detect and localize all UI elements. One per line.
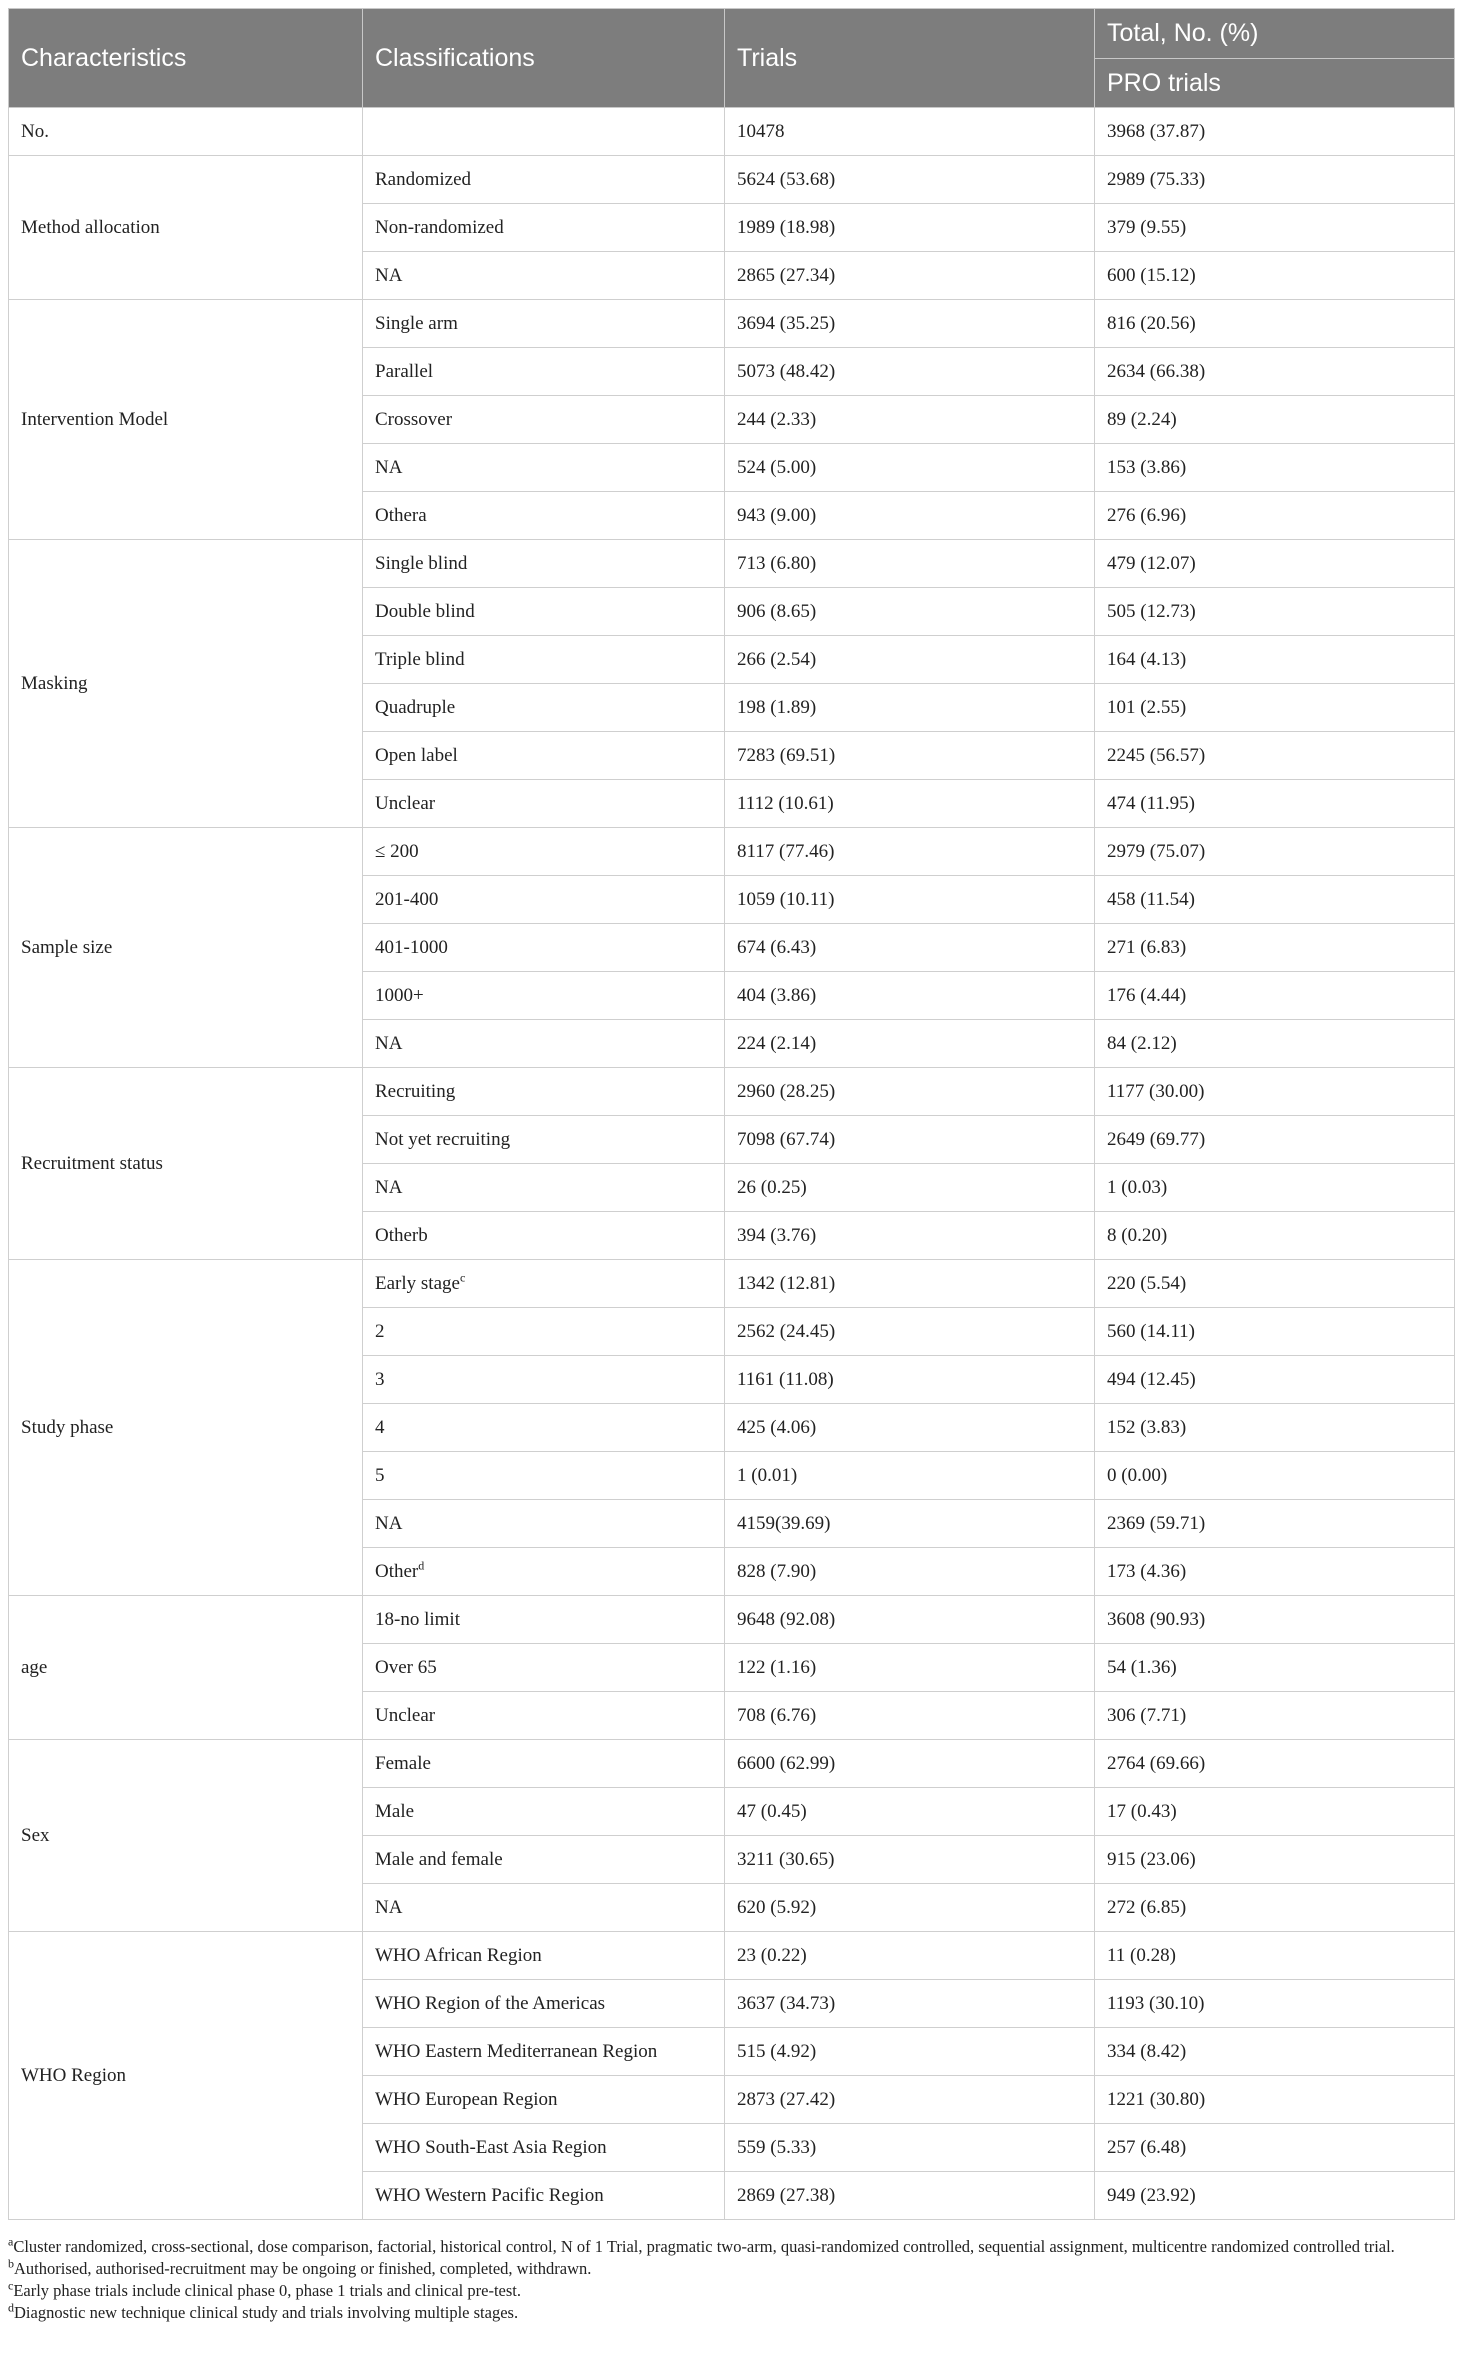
trials-cell: 425 (4.06) bbox=[725, 1404, 1095, 1452]
trials-cell: 3637 (34.73) bbox=[725, 1980, 1095, 2028]
classification-text: Otherb bbox=[375, 1224, 428, 1246]
table-row bbox=[9, 1596, 1455, 1644]
table-footnotes bbox=[8, 2236, 1454, 2324]
classification-cell bbox=[363, 1500, 725, 1548]
classification-text: Early stage bbox=[375, 1272, 460, 1294]
classification-text: NA bbox=[375, 1512, 403, 1534]
footnote-mark: d bbox=[8, 2300, 14, 2315]
total-classification bbox=[363, 108, 725, 156]
pro-trials-cell: 474 (11.95) bbox=[1095, 780, 1455, 828]
characteristics-table-container bbox=[8, 8, 1454, 2220]
classification-text: Triple blind bbox=[375, 648, 465, 670]
footnote-text: Diagnostic new technique clinical study and trials involving multiple stages. bbox=[14, 2303, 519, 2322]
pro-trials-cell: 3608 (90.93) bbox=[1095, 1596, 1455, 1644]
classification-cell bbox=[363, 1644, 725, 1692]
classification-cell bbox=[363, 972, 725, 1020]
pro-trials-cell: 0 (0.00) bbox=[1095, 1452, 1455, 1500]
classification-text: Single arm bbox=[375, 312, 458, 334]
pro-trials-cell: 334 (8.42) bbox=[1095, 2028, 1455, 2076]
classification-text: Crossover bbox=[375, 408, 453, 430]
characteristic-cell: age bbox=[9, 1596, 363, 1740]
trials-cell: 7098 (67.74) bbox=[725, 1116, 1095, 1164]
table-row bbox=[9, 1068, 1455, 1116]
classification-text: NA bbox=[375, 264, 403, 286]
pro-trials-cell: 379 (9.55) bbox=[1095, 204, 1455, 252]
pro-trials-cell: 84 (2.12) bbox=[1095, 1020, 1455, 1068]
trials-cell: 198 (1.89) bbox=[725, 684, 1095, 732]
pro-trials-cell: 2764 (69.66) bbox=[1095, 1740, 1455, 1788]
classification-cell bbox=[363, 1980, 725, 2028]
classification-cell bbox=[363, 300, 725, 348]
pro-trials-cell: 306 (7.71) bbox=[1095, 1692, 1455, 1740]
classification-cell bbox=[363, 2172, 725, 2220]
classification-cell bbox=[363, 828, 725, 876]
trials-cell: 3694 (35.25) bbox=[725, 300, 1095, 348]
characteristic-cell: Study phase bbox=[9, 1260, 363, 1596]
pro-trials-cell: 176 (4.44) bbox=[1095, 972, 1455, 1020]
classification-text: WHO African Region bbox=[375, 1944, 542, 1966]
characteristics-table bbox=[8, 8, 1455, 2220]
trials-cell: 2865 (27.34) bbox=[725, 252, 1095, 300]
trials-cell: 2960 (28.25) bbox=[725, 1068, 1095, 1116]
pro-trials-cell: 173 (4.36) bbox=[1095, 1548, 1455, 1596]
total-pro: 3968 (37.87) bbox=[1095, 108, 1455, 156]
trials-cell: 266 (2.54) bbox=[725, 636, 1095, 684]
classification-cell bbox=[363, 588, 725, 636]
table-body bbox=[9, 108, 1455, 2220]
footnote-mark: a bbox=[8, 2234, 14, 2249]
trials-cell: 1342 (12.81) bbox=[725, 1260, 1095, 1308]
classification-text: 3 bbox=[375, 1368, 385, 1390]
trials-cell: 1112 (10.61) bbox=[725, 780, 1095, 828]
table-row-total bbox=[9, 108, 1455, 156]
trials-cell: 515 (4.92) bbox=[725, 2028, 1095, 2076]
trials-cell: 6600 (62.99) bbox=[725, 1740, 1095, 1788]
footnote bbox=[8, 2302, 1454, 2324]
trials-cell: 404 (3.86) bbox=[725, 972, 1095, 1020]
classification-cell bbox=[363, 1740, 725, 1788]
classification-cell bbox=[363, 252, 725, 300]
footnote-text: Authorised, authorised-recruitment may be ongoing or finished, completed, withdrawn. bbox=[14, 2259, 592, 2278]
table-row bbox=[9, 1260, 1455, 1308]
pro-trials-cell: 257 (6.48) bbox=[1095, 2124, 1455, 2172]
classification-text: Randomized bbox=[375, 168, 472, 190]
classification-text: Othera bbox=[375, 504, 427, 526]
trials-cell: 1989 (18.98) bbox=[725, 204, 1095, 252]
classification-cell bbox=[363, 1884, 725, 1932]
classification-cell bbox=[363, 1212, 725, 1260]
table-row bbox=[9, 300, 1455, 348]
pro-trials-cell: 2649 (69.77) bbox=[1095, 1116, 1455, 1164]
classification-cell bbox=[363, 1932, 725, 1980]
characteristic-cell: Recruitment status bbox=[9, 1068, 363, 1260]
classification-text: WHO European Region bbox=[375, 2088, 558, 2110]
classification-cell bbox=[363, 1548, 725, 1596]
table-row bbox=[9, 156, 1455, 204]
classification-cell bbox=[363, 1596, 725, 1644]
trials-cell: 1 (0.01) bbox=[725, 1452, 1095, 1500]
pro-trials-cell: 11 (0.28) bbox=[1095, 1932, 1455, 1980]
trials-cell: 559 (5.33) bbox=[725, 2124, 1095, 2172]
classification-cell bbox=[363, 1356, 725, 1404]
classification-cell bbox=[363, 2028, 725, 2076]
classification-text: Male and female bbox=[375, 1848, 503, 1870]
classification-text: Unclear bbox=[375, 1704, 436, 1726]
classification-text: Single blind bbox=[375, 552, 468, 574]
pro-trials-cell: 220 (5.54) bbox=[1095, 1260, 1455, 1308]
classification-cell bbox=[363, 1452, 725, 1500]
trials-cell: 620 (5.92) bbox=[725, 1884, 1095, 1932]
classification-text: 5 bbox=[375, 1464, 385, 1486]
classification-text: Quadruple bbox=[375, 696, 456, 718]
classification-cell bbox=[363, 492, 725, 540]
pro-trials-cell: 505 (12.73) bbox=[1095, 588, 1455, 636]
header-total: Total, No. (%) bbox=[1095, 9, 1455, 59]
trials-cell: 3211 (30.65) bbox=[725, 1836, 1095, 1884]
classification-cell bbox=[363, 2076, 725, 2124]
trials-cell: 5624 (53.68) bbox=[725, 156, 1095, 204]
trials-cell: 524 (5.00) bbox=[725, 444, 1095, 492]
pro-trials-cell: 276 (6.96) bbox=[1095, 492, 1455, 540]
characteristic-cell: Sample size bbox=[9, 828, 363, 1068]
classification-text: Double blind bbox=[375, 600, 475, 622]
classification-cell bbox=[363, 1308, 725, 1356]
classification-text: Unclear bbox=[375, 792, 436, 814]
characteristic-cell: WHO Region bbox=[9, 1932, 363, 2220]
table-row bbox=[9, 540, 1455, 588]
pro-trials-cell: 272 (6.85) bbox=[1095, 1884, 1455, 1932]
classification-cell bbox=[363, 396, 725, 444]
footnote bbox=[8, 2258, 1454, 2280]
trials-cell: 713 (6.80) bbox=[725, 540, 1095, 588]
classification-cell bbox=[363, 1692, 725, 1740]
footnote-text: Cluster randomized, cross-sectional, dose comparison, factorial, historical control, N of 1 Trial, pragmatic two-arm, quasi-randomized controlled, sequential assignment, multicentre randomized controlled trial. bbox=[13, 2237, 1395, 2256]
pro-trials-cell: 2634 (66.38) bbox=[1095, 348, 1455, 396]
trials-cell: 394 (3.76) bbox=[725, 1212, 1095, 1260]
trials-cell: 122 (1.16) bbox=[725, 1644, 1095, 1692]
classification-text: WHO Region of the Americas bbox=[375, 1992, 606, 2014]
trials-cell: 23 (0.22) bbox=[725, 1932, 1095, 1980]
classification-cell bbox=[363, 156, 725, 204]
characteristic-cell: Sex bbox=[9, 1740, 363, 1932]
table-row bbox=[9, 1740, 1455, 1788]
classification-text: 4 bbox=[375, 1416, 385, 1438]
classification-cell bbox=[363, 2124, 725, 2172]
trials-cell: 674 (6.43) bbox=[725, 924, 1095, 972]
trials-cell: 9648 (92.08) bbox=[725, 1596, 1095, 1644]
pro-trials-cell: 458 (11.54) bbox=[1095, 876, 1455, 924]
trials-cell: 7283 (69.51) bbox=[725, 732, 1095, 780]
pro-trials-cell: 54 (1.36) bbox=[1095, 1644, 1455, 1692]
trials-cell: 47 (0.45) bbox=[725, 1788, 1095, 1836]
pro-trials-cell: 17 (0.43) bbox=[1095, 1788, 1455, 1836]
pro-trials-cell: 949 (23.92) bbox=[1095, 2172, 1455, 2220]
trials-cell: 1161 (11.08) bbox=[725, 1356, 1095, 1404]
classification-cell bbox=[363, 1788, 725, 1836]
table-row bbox=[9, 828, 1455, 876]
classification-text: ≤ 200 bbox=[375, 840, 419, 862]
classification-cell bbox=[363, 204, 725, 252]
classification-text: Male bbox=[375, 1800, 415, 1822]
pro-trials-cell: 2979 (75.07) bbox=[1095, 828, 1455, 876]
footnote-mark: c bbox=[8, 2278, 14, 2293]
classification-cell bbox=[363, 1020, 725, 1068]
pro-trials-cell: 1 (0.03) bbox=[1095, 1164, 1455, 1212]
trials-cell: 906 (8.65) bbox=[725, 588, 1095, 636]
trials-cell: 943 (9.00) bbox=[725, 492, 1095, 540]
classification-text: 2 bbox=[375, 1320, 385, 1342]
pro-trials-cell: 164 (4.13) bbox=[1095, 636, 1455, 684]
classification-text: Not yet recruiting bbox=[375, 1128, 511, 1150]
classification-cell bbox=[363, 876, 725, 924]
characteristic-cell: Masking bbox=[9, 540, 363, 828]
classification-text: 401-1000 bbox=[375, 936, 448, 958]
footnote-marker: d bbox=[418, 1558, 425, 1573]
classification-text: Female bbox=[375, 1752, 431, 1774]
classification-text: Over 65 bbox=[375, 1656, 437, 1678]
classification-text: NA bbox=[375, 1032, 403, 1054]
classification-cell bbox=[363, 636, 725, 684]
pro-trials-cell: 2369 (59.71) bbox=[1095, 1500, 1455, 1548]
classification-cell bbox=[363, 444, 725, 492]
footnote-text: Early phase trials include clinical phase 0, phase 1 trials and clinical pre-test. bbox=[13, 2281, 521, 2300]
classification-text: Other bbox=[375, 1560, 419, 1582]
classification-cell bbox=[363, 1260, 725, 1308]
classification-cell bbox=[363, 684, 725, 732]
pro-trials-cell: 271 (6.83) bbox=[1095, 924, 1455, 972]
pro-trials-cell: 560 (14.11) bbox=[1095, 1308, 1455, 1356]
pro-trials-cell: 8 (0.20) bbox=[1095, 1212, 1455, 1260]
classification-text: Recruiting bbox=[375, 1080, 456, 1102]
classification-text: WHO Eastern Mediterranean Region bbox=[375, 2040, 658, 2062]
classification-text: 1000+ bbox=[375, 984, 424, 1006]
trials-cell: 828 (7.90) bbox=[725, 1548, 1095, 1596]
classification-cell bbox=[363, 1116, 725, 1164]
trials-cell: 2562 (24.45) bbox=[725, 1308, 1095, 1356]
pro-trials-cell: 2989 (75.33) bbox=[1095, 156, 1455, 204]
table-row bbox=[9, 1932, 1455, 1980]
classification-cell bbox=[363, 924, 725, 972]
table-header bbox=[9, 9, 1455, 108]
classification-cell bbox=[363, 1068, 725, 1116]
classification-cell bbox=[363, 732, 725, 780]
header-classifications: Classifications bbox=[363, 9, 725, 108]
footnote-marker: c bbox=[459, 1270, 466, 1285]
classification-text: Open label bbox=[375, 744, 458, 766]
classification-text: NA bbox=[375, 456, 403, 478]
pro-trials-cell: 1193 (30.10) bbox=[1095, 1980, 1455, 2028]
classification-cell bbox=[363, 540, 725, 588]
pro-trials-cell: 89 (2.24) bbox=[1095, 396, 1455, 444]
trials-cell: 2873 (27.42) bbox=[725, 2076, 1095, 2124]
trials-cell: 4159(39.69) bbox=[725, 1500, 1095, 1548]
pro-trials-cell: 1177 (30.00) bbox=[1095, 1068, 1455, 1116]
pro-trials-cell: 494 (12.45) bbox=[1095, 1356, 1455, 1404]
classification-text: NA bbox=[375, 1896, 403, 1918]
header-characteristics: Characteristics bbox=[9, 9, 363, 108]
footnote bbox=[8, 2280, 1454, 2302]
pro-trials-cell: 2245 (56.57) bbox=[1095, 732, 1455, 780]
trials-cell: 244 (2.33) bbox=[725, 396, 1095, 444]
trials-cell: 1059 (10.11) bbox=[725, 876, 1095, 924]
classification-cell bbox=[363, 348, 725, 396]
footnote-mark: b bbox=[8, 2256, 14, 2271]
classification-cell bbox=[363, 1836, 725, 1884]
classification-text: WHO Western Pacific Region bbox=[375, 2184, 604, 2206]
pro-trials-cell: 479 (12.07) bbox=[1095, 540, 1455, 588]
trials-cell: 26 (0.25) bbox=[725, 1164, 1095, 1212]
classification-text: 18-no limit bbox=[375, 1608, 460, 1630]
pro-trials-cell: 816 (20.56) bbox=[1095, 300, 1455, 348]
trials-cell: 224 (2.14) bbox=[725, 1020, 1095, 1068]
classification-cell bbox=[363, 1404, 725, 1452]
trials-cell: 5073 (48.42) bbox=[725, 348, 1095, 396]
trials-cell: 8117 (77.46) bbox=[725, 828, 1095, 876]
trials-cell: 2869 (27.38) bbox=[725, 2172, 1095, 2220]
classification-text: Non-randomized bbox=[375, 216, 504, 238]
pro-trials-cell: 152 (3.83) bbox=[1095, 1404, 1455, 1452]
classification-text: Parallel bbox=[375, 360, 434, 382]
classification-text: 201-400 bbox=[375, 888, 439, 910]
footnote bbox=[8, 2236, 1454, 2258]
classification-text: WHO South-East Asia Region bbox=[375, 2136, 607, 2158]
pro-trials-cell: 101 (2.55) bbox=[1095, 684, 1455, 732]
header-trials: Trials bbox=[725, 9, 1095, 108]
characteristic-cell: Intervention Model bbox=[9, 300, 363, 540]
pro-trials-cell: 600 (15.12) bbox=[1095, 252, 1455, 300]
total-trials: 10478 bbox=[725, 108, 1095, 156]
characteristic-cell: Method allocation bbox=[9, 156, 363, 300]
trials-cell: 708 (6.76) bbox=[725, 1692, 1095, 1740]
pro-trials-cell: 915 (23.06) bbox=[1095, 1836, 1455, 1884]
classification-cell bbox=[363, 780, 725, 828]
pro-trials-cell: 153 (3.86) bbox=[1095, 444, 1455, 492]
classification-text: NA bbox=[375, 1176, 403, 1198]
total-label: No. bbox=[9, 108, 363, 156]
header-pro-trials: PRO trials bbox=[1095, 59, 1455, 108]
pro-trials-cell: 1221 (30.80) bbox=[1095, 2076, 1455, 2124]
classification-cell bbox=[363, 1164, 725, 1212]
